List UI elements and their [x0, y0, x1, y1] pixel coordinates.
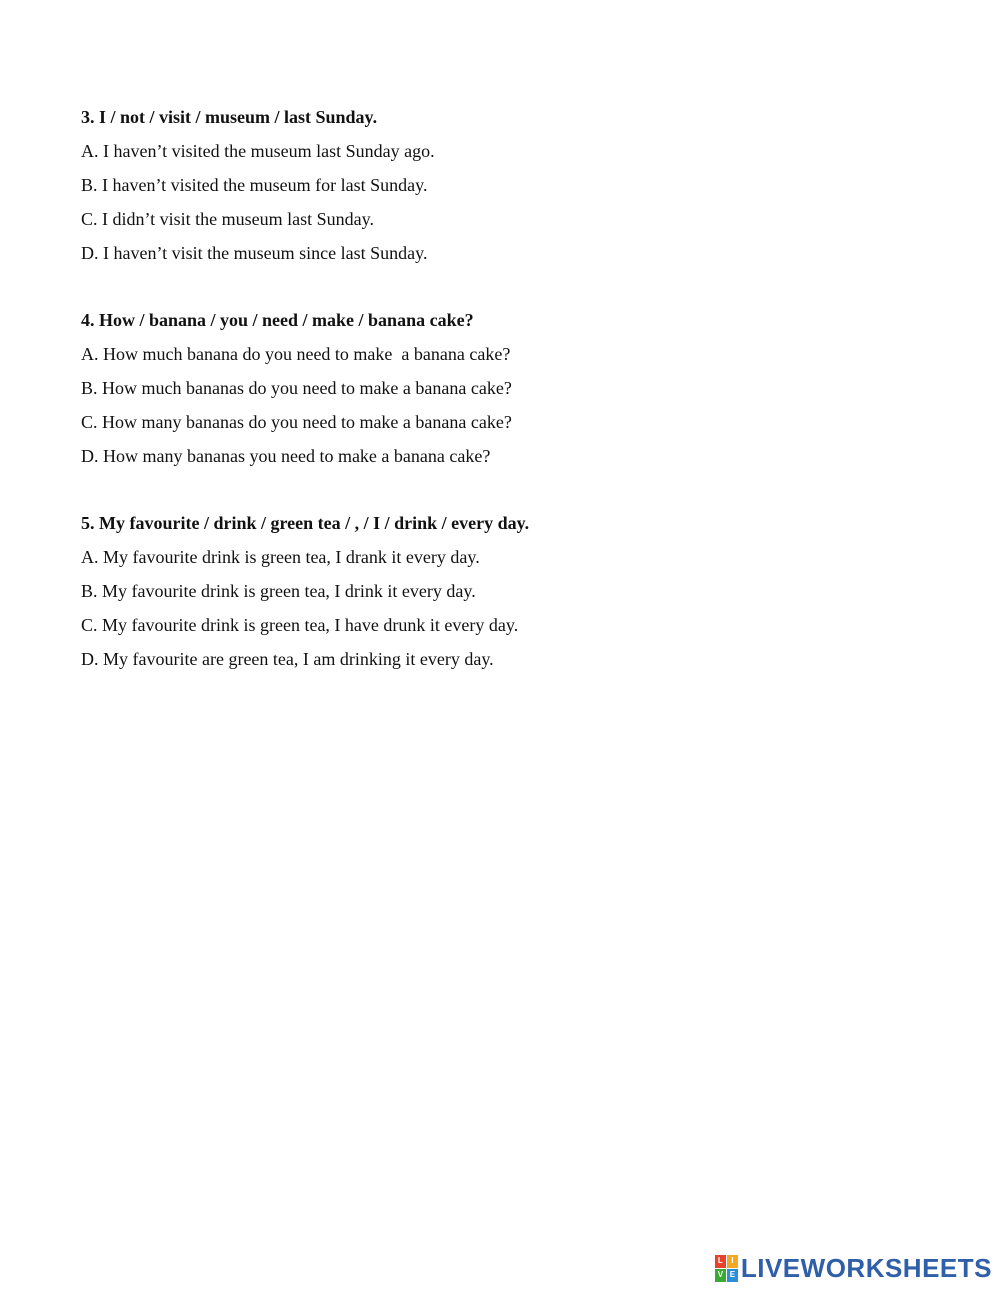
question-3 [81, 100, 941, 270]
option-b[interactable]: B. My favourite drink is green tea, I drink it every day. [81, 581, 476, 601]
question-4 [81, 303, 941, 473]
logo-tile-e: E [727, 1269, 738, 1282]
question-prompt: 3. I / not / visit / museum / last Sunday. [81, 107, 378, 127]
logo-tile-v: V [715, 1269, 726, 1282]
worksheet [81, 100, 941, 709]
option-b[interactable]: B. How much bananas do you need to make a banana cake? [81, 378, 512, 398]
option-d[interactable]: D. My favourite are green tea, I am drinking it every day. [81, 649, 494, 669]
option-a[interactable]: A. My favourite drink is green tea, I drank it every day. [81, 547, 480, 567]
live-blocks-icon [715, 1255, 738, 1282]
option-c[interactable]: C. How many bananas do you need to make a banana cake? [81, 412, 512, 432]
option-b[interactable]: B. I haven’t visited the museum for last Sunday. [81, 175, 428, 195]
liveworksheets-logo [715, 1253, 992, 1283]
option-a[interactable]: A. How much banana do you need to make a banana cake? [81, 344, 511, 364]
option-d[interactable]: D. I haven’t visit the museum since last Sunday. [81, 243, 428, 263]
question-prompt: 5. My favourite / drink / green tea / , / I / drink / every day. [81, 513, 530, 533]
option-d[interactable]: D. How many bananas you need to make a banana cake? [81, 446, 491, 466]
question-prompt: 4. How / banana / you / need / make / banana cake? [81, 310, 474, 330]
logo-wordmark: LIVEWORKSHEETS [740, 1253, 992, 1283]
option-a[interactable]: A. I haven’t visited the museum last Sunday ago. [81, 141, 435, 161]
question-5 [81, 506, 941, 676]
option-c[interactable]: C. I didn’t visit the museum last Sunday. [81, 209, 374, 229]
option-c[interactable]: C. My favourite drink is green tea, I have drunk it every day. [81, 615, 519, 635]
logo-tile-i: I [727, 1255, 738, 1268]
logo-tile-l: L [715, 1255, 726, 1268]
